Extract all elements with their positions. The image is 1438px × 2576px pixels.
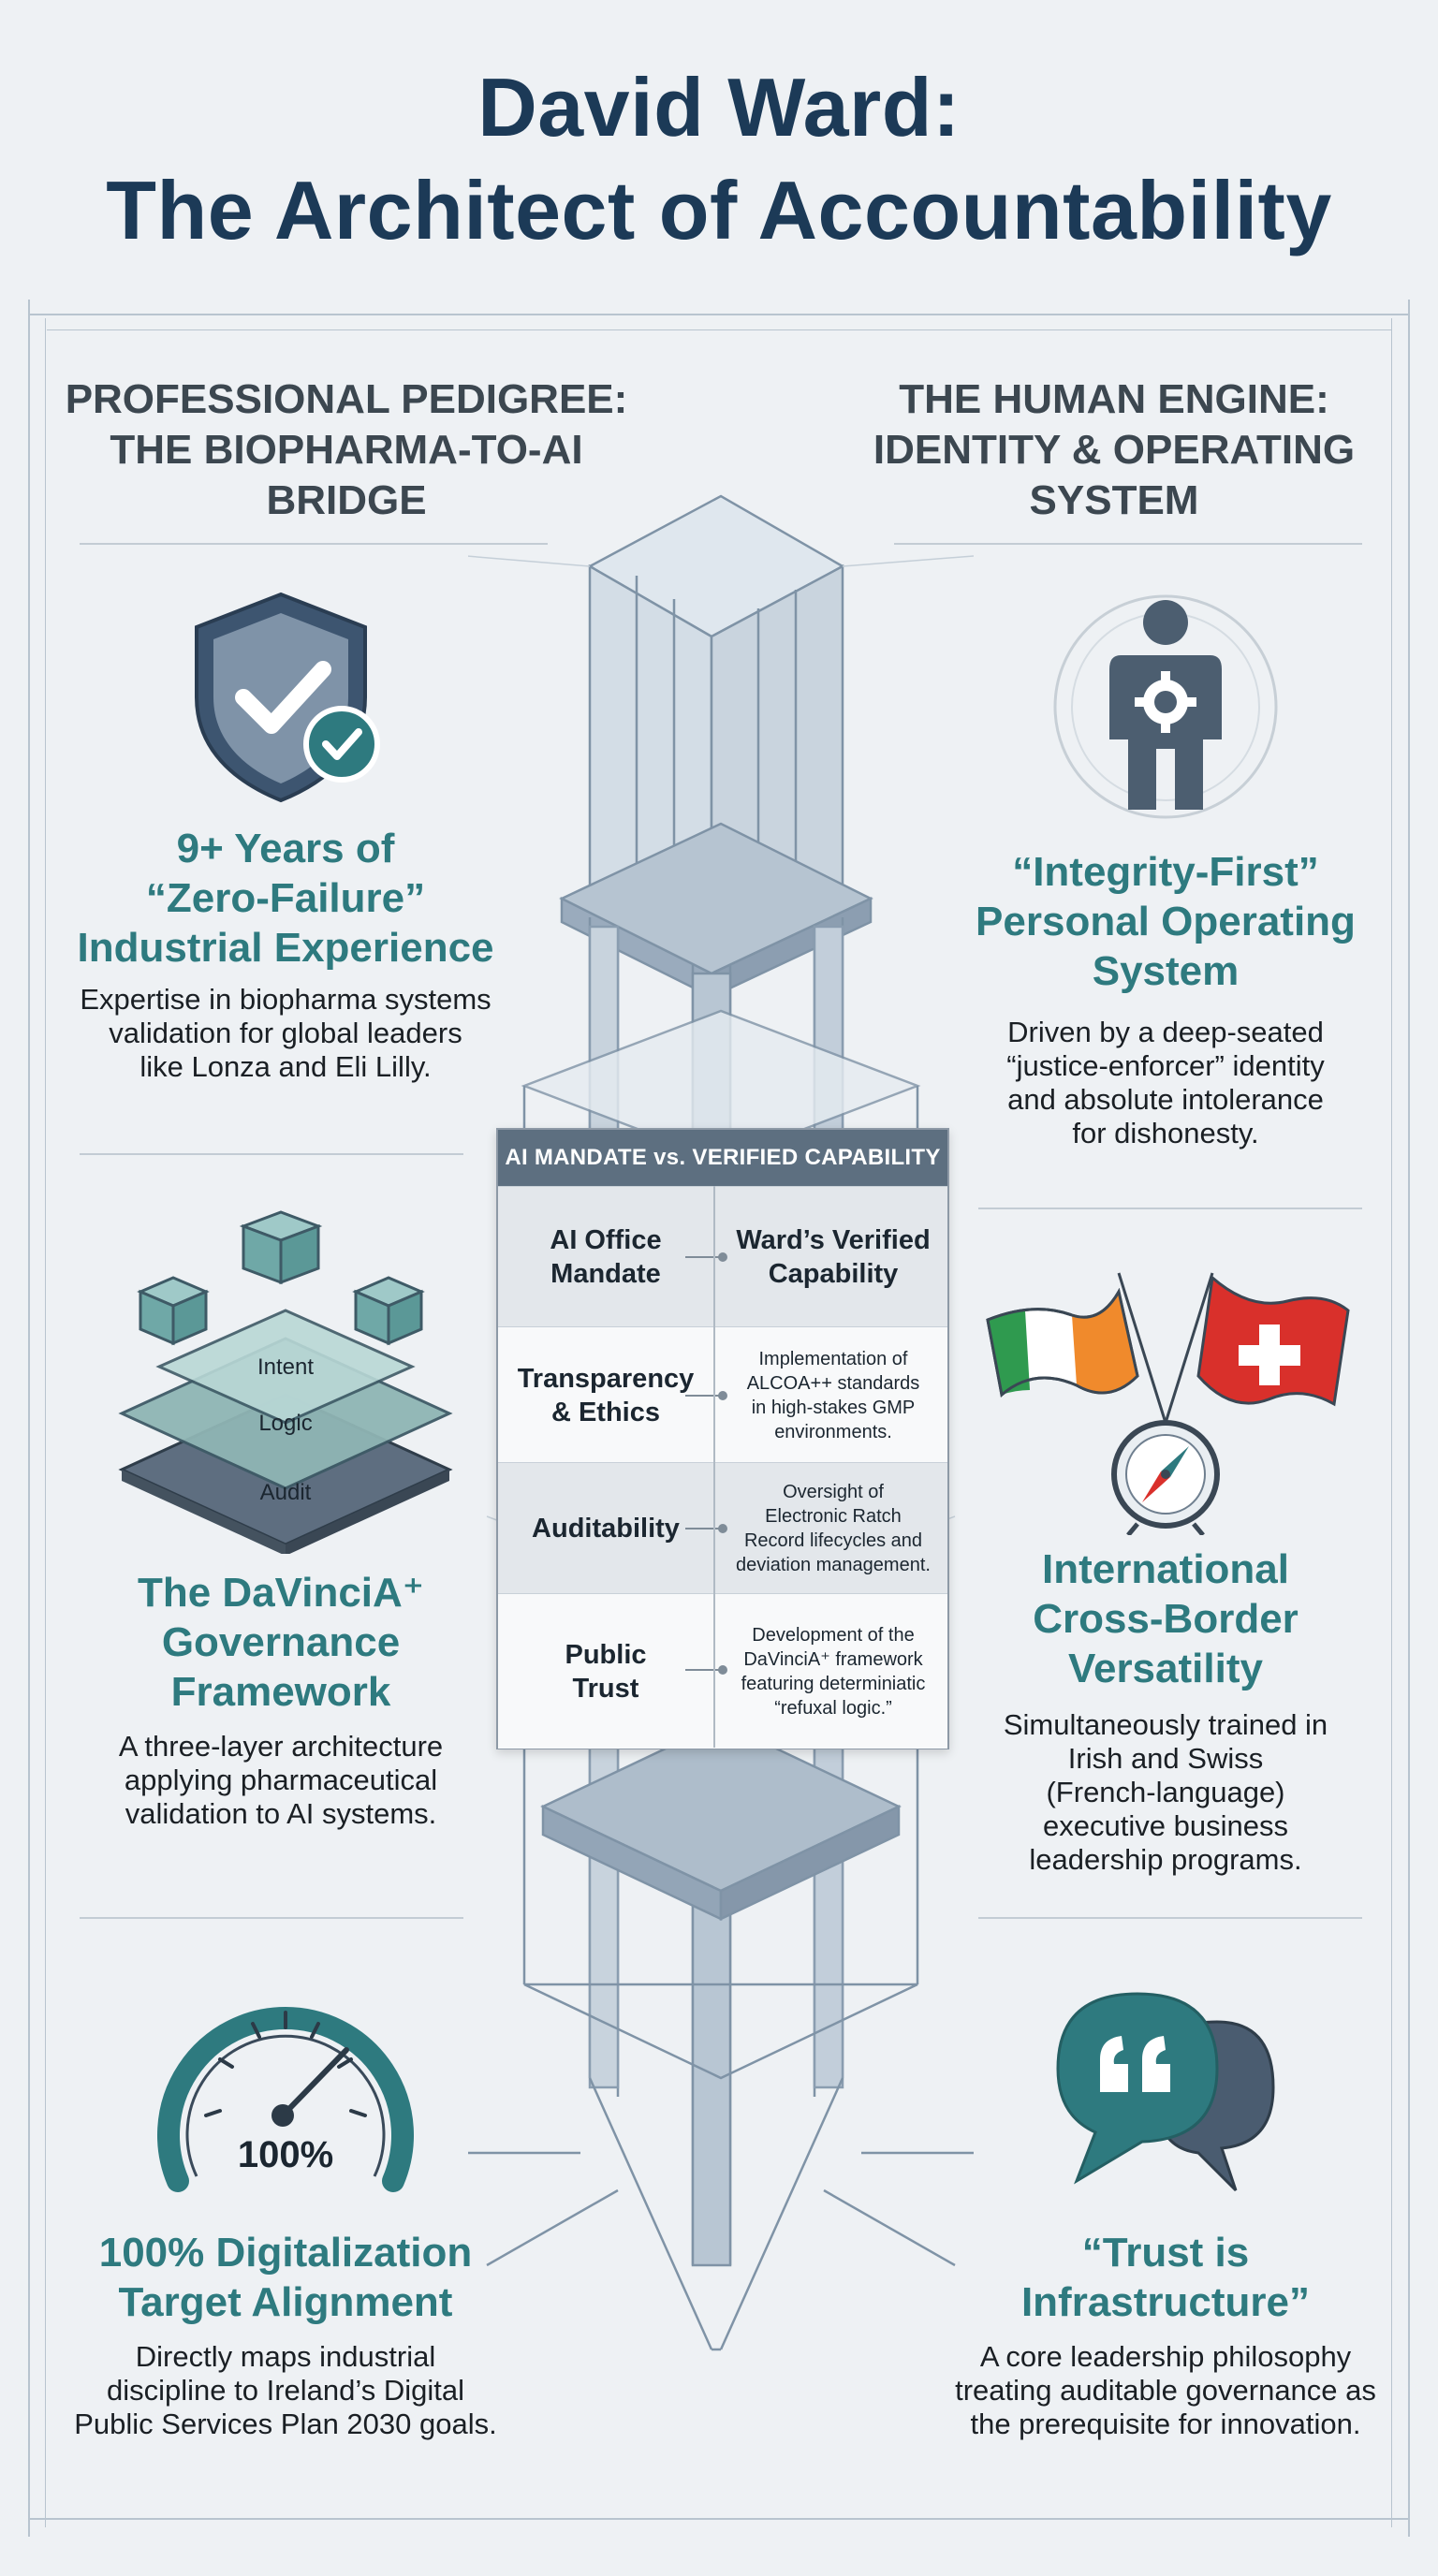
desc-line: Driven by a deep-seated [1007, 1016, 1324, 1048]
desc-line: (French-language) [1046, 1776, 1285, 1808]
left-heading-line-1: PROFESSIONAL PEDIGREE: [65, 376, 628, 422]
page-title [0, 56, 1438, 262]
row-connector [685, 1669, 723, 1671]
right-heading-line-2: IDENTITY & OPERATING [873, 427, 1356, 473]
layer-label-logic: Logic [258, 1411, 313, 1436]
title-line: Framework [170, 1669, 391, 1715]
row-left-cell [498, 1594, 713, 1749]
desc-line: Irish and Swiss [1067, 1742, 1264, 1775]
title-line: “Integrity-First” [1012, 849, 1319, 895]
cell-line: in high-stakes GMP [751, 1397, 916, 1418]
section-title-davincia [56, 1568, 506, 1717]
right-divider-2 [978, 1208, 1362, 1209]
section-desc-davincia [56, 1730, 506, 1831]
table-row [498, 1462, 947, 1594]
title-line: System [1092, 948, 1240, 994]
title-line: Versatility [1068, 1646, 1263, 1691]
desc-line: the prerequisite for innovation. [970, 2408, 1361, 2440]
left-divider-3 [80, 1917, 463, 1919]
shield-check-icon [187, 585, 393, 810]
row-connector-dot [718, 1665, 727, 1675]
section-desc-integrity-first [917, 1016, 1414, 1150]
section-title-integrity-first [917, 847, 1414, 996]
table-header: AI MANDATE vs. VERIFIED CAPABILITY [498, 1130, 947, 1186]
layer-label-audit: Audit [259, 1480, 312, 1505]
flags-compass-icon [978, 1264, 1353, 1535]
title-line: “Zero-Failure” [145, 875, 426, 921]
desc-line: A three-layer architecture [118, 1730, 444, 1763]
layer-label-intent: Intent [257, 1354, 315, 1380]
section-desc-trust-infrastructure [917, 2340, 1414, 2441]
title-line: International [1041, 1546, 1290, 1592]
row-connector [685, 1256, 723, 1258]
row-left-cell [498, 1327, 713, 1463]
frame-left-line-inner [45, 318, 46, 2527]
head-left-cell [498, 1187, 713, 1327]
table-head-row [498, 1186, 947, 1327]
desc-line: A core leadership philosophy [979, 2340, 1352, 2373]
section-desc-cross-border [917, 1708, 1414, 1877]
desc-line: Public Services Plan 2030 goals. [74, 2408, 497, 2440]
layers-stack-icon [112, 1208, 459, 1554]
section-title-digitalization [37, 2228, 534, 2327]
cell-line: Ward’s Verified [736, 1225, 931, 1255]
cell-line: Implementation of [758, 1348, 908, 1369]
desc-line: Simultaneously trained in [1003, 1708, 1328, 1741]
frame-right-line [1408, 300, 1410, 2537]
desc-line: validation to AI systems. [125, 1797, 437, 1830]
right-divider-3 [978, 1917, 1362, 1919]
title-line: Industrial Experience [77, 925, 494, 971]
row-right-cell [719, 1594, 947, 1749]
cell-line: Oversight of [783, 1482, 884, 1502]
section-title-trust-infrastructure [917, 2228, 1414, 2327]
title-line: Personal Operating [976, 899, 1356, 944]
row-right-cell [719, 1327, 947, 1463]
title-line-1: David Ward: [477, 61, 961, 154]
frame-top-line-inner [47, 329, 1391, 330]
desc-line: leadership programs. [1029, 1843, 1302, 1876]
title-line: Cross-Border [1033, 1596, 1299, 1642]
desc-line: discipline to Ireland’s Digital [107, 2374, 464, 2407]
cell-line: Record lifecycles and [743, 1530, 923, 1551]
cell-line: ALCOA++ standards [746, 1372, 920, 1394]
desc-line: Expertise in biopharma systems [80, 983, 492, 1016]
desc-line: and absolute intolerance [1007, 1083, 1324, 1116]
cell-line: environments. [774, 1421, 892, 1442]
desc-line: validation for global leaders [109, 1017, 462, 1049]
title-line: 9+ Years of [176, 826, 395, 871]
left-heading-line-2: THE BIOPHARMA-TO-AI [110, 427, 583, 473]
right-heading-line-3: SYSTEM [1029, 477, 1199, 523]
frame-right-line-inner [1391, 318, 1392, 2527]
title-line: 100% Digitalization [98, 2230, 473, 2276]
row-connector [685, 1395, 723, 1397]
desc-line: “justice-enforcer” identity [1006, 1049, 1325, 1082]
left-heading-line-3: BRIDGE [266, 477, 427, 523]
gauge-value-label: 100% [237, 2134, 334, 2175]
title-line: Infrastructure” [1020, 2279, 1311, 2325]
cell-line: Electronic Ratch [765, 1506, 902, 1527]
desc-line: for dishonesty. [1072, 1117, 1259, 1149]
cell-line: Development of the [752, 1624, 915, 1646]
desc-line: like Lonza and Eli Lilly. [139, 1050, 432, 1083]
row-left-cell [498, 1463, 713, 1594]
frame-left-line [28, 300, 30, 2537]
title-line-2: The Architect of Accountability [106, 164, 1332, 256]
section-title-cross-border [917, 1544, 1414, 1693]
cell-line: & Ethics [550, 1397, 660, 1427]
person-gear-icon [1044, 585, 1287, 828]
section-desc-zero-failure [37, 983, 534, 1084]
mandate-capability-table [496, 1128, 949, 1749]
right-heading-line-1: THE HUMAN ENGINE: [899, 376, 1329, 422]
gauge-icon [150, 1966, 421, 2209]
left-divider-2 [80, 1153, 463, 1155]
cell-line: Mandate [550, 1259, 661, 1289]
desc-line: treating auditable governance as [955, 2374, 1376, 2407]
title-line: “Trust is [1081, 2230, 1250, 2276]
table-row [498, 1326, 947, 1463]
cell-line: “refuxal logic.” [774, 1697, 892, 1719]
cell-line: Public [565, 1639, 647, 1670]
head-right-cell [719, 1187, 947, 1327]
title-line: Governance [161, 1619, 401, 1665]
title-line: Target Alignment [118, 2279, 453, 2325]
section-title-zero-failure [37, 824, 534, 973]
desc-line: applying pharmaceutical [124, 1764, 438, 1796]
speech-bubbles-icon [1049, 1984, 1283, 2209]
row-right-cell [719, 1463, 947, 1594]
section-desc-digitalization [37, 2340, 534, 2441]
row-connector [685, 1528, 723, 1530]
row-connector-dot [718, 1252, 727, 1262]
cell-line: Auditability [532, 1514, 680, 1544]
cell-line: DaVinciA⁺ framework [743, 1648, 923, 1670]
table-row [498, 1593, 947, 1749]
frame-bottom-line [28, 2518, 1410, 2520]
cell-line: Trust [572, 1673, 639, 1704]
cell-line: Transparency [517, 1363, 695, 1394]
frame-top-line [28, 314, 1410, 315]
row-connector-dot [718, 1524, 727, 1533]
desc-line: Directly maps industrial [135, 2340, 436, 2373]
cell-line: AI Office [550, 1225, 662, 1255]
table-column-divider [713, 1186, 715, 1748]
desc-line: executive business [1043, 1809, 1288, 1842]
cell-line: deviation management. [736, 1555, 931, 1575]
row-connector-dot [718, 1391, 727, 1400]
title-line: The DaVinciA⁺ [137, 1570, 425, 1616]
cell-line: Capability [768, 1259, 899, 1289]
cell-line: featuring determiniatic [741, 1673, 926, 1694]
